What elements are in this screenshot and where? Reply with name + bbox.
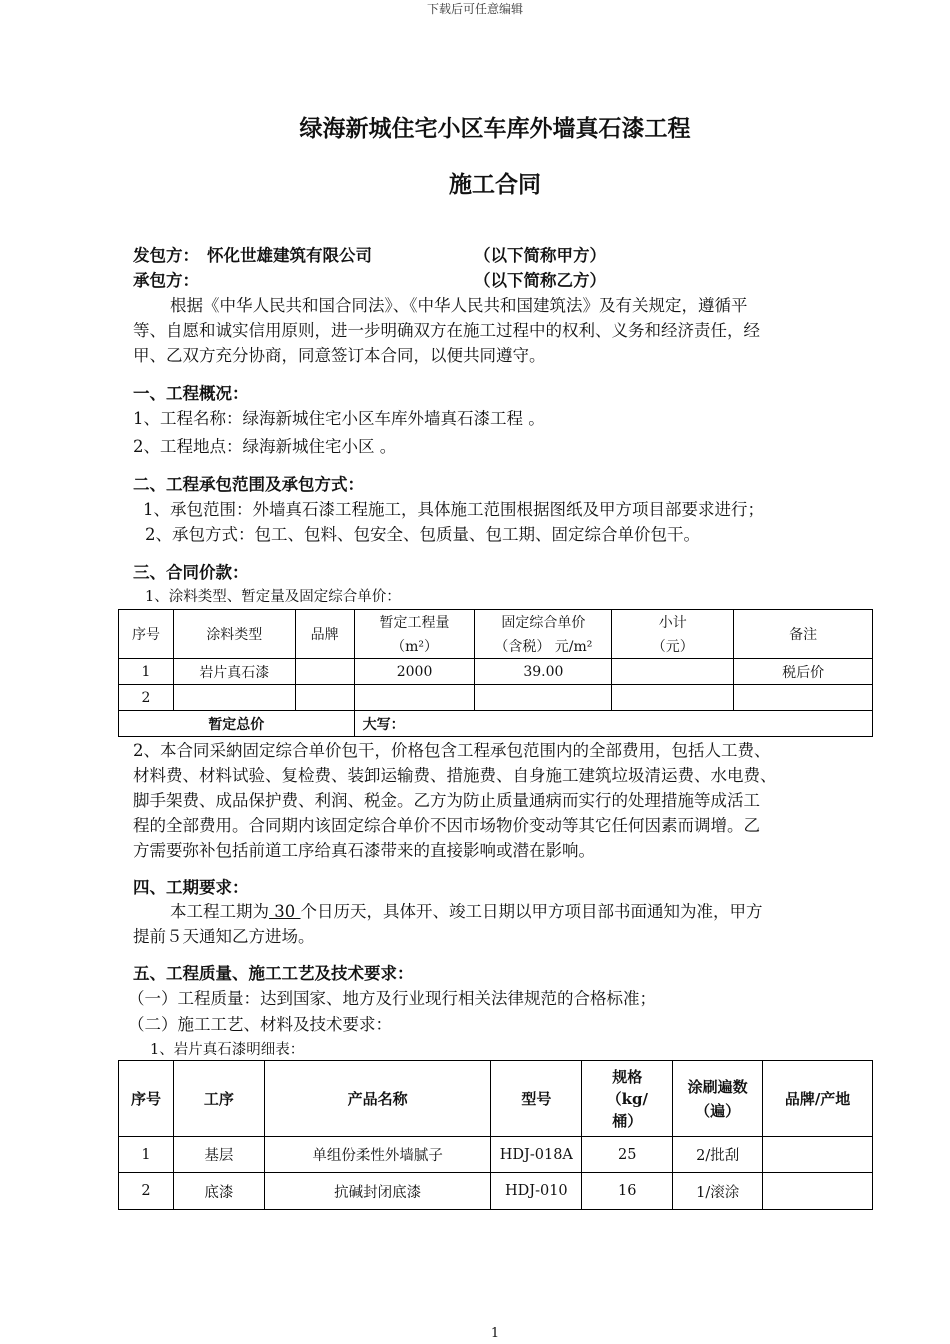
cell-seq: 2: [119, 685, 174, 711]
cell-type: [173, 685, 295, 711]
section-2-heading: 二、工程承包范围及承包方式：: [133, 475, 364, 494]
header-quantity-l1: 暂定工程量: [379, 615, 450, 631]
header-spec: [582, 1061, 673, 1137]
page-number: 1: [490, 1326, 500, 1341]
cell-brand: [295, 685, 354, 711]
party-a-label: 发包方：: [133, 246, 199, 265]
price-table: [118, 609, 873, 737]
cell-model: HDJ-010: [491, 1173, 582, 1210]
quality-requirement: （一）工程质量：达到国家、地方及行业现行相关法律规范的合格标准；: [128, 989, 656, 1008]
cell-brand: [763, 1173, 873, 1210]
section-3-heading: 三、合同价款：: [133, 563, 249, 582]
header-subtotal-l2: （元）: [651, 639, 694, 655]
price-terms-line: 2、本合同采納固定综合单价包干，价格包含工程承包范围内的全部费用，包括人工费、: [133, 741, 771, 760]
cell-seq: 2: [119, 1173, 174, 1210]
cell-product: 抗碱封闭底漆: [264, 1173, 491, 1210]
header-brand: 品牌: [295, 610, 354, 659]
table-row: [119, 659, 873, 685]
contract-title: 绿海新城住宅小区车库外墙真石漆工程: [299, 115, 691, 142]
header-brand-origin: 品牌/产地: [763, 1061, 873, 1137]
header-quantity: [354, 610, 475, 659]
party-a-name: 怀化世雄建筑有限公司: [207, 246, 372, 265]
party-b-short: （以下简称乙方）: [474, 271, 606, 290]
process-requirement: （二）施工工艺、材料及技术要求：: [128, 1015, 392, 1034]
header-subtotal-l1: 小计: [658, 615, 687, 631]
section-5-heading: 五、工程质量、施工工艺及技术要求：: [133, 964, 414, 983]
cell-coats: 2/批刮: [673, 1137, 763, 1173]
header-unit-price: [475, 610, 612, 659]
project-location: 2、工程地点：绿海新城住宅小区 。: [133, 437, 397, 456]
project-name: 1、工程名称：绿海新城住宅小区车库外墙真石漆工程 。: [133, 409, 545, 428]
cell-remark: [734, 685, 873, 711]
schedule-text-cont: 个日历天，具体开、竣工日期以甲方项目部书面通知为准，甲方: [300, 902, 763, 921]
table-row: [119, 1173, 873, 1210]
header-unit-price-l2: （含税） 元/m²: [494, 639, 593, 655]
header-seq: 序号: [119, 610, 174, 659]
schedule-line-1: [170, 900, 763, 924]
intro-line-3: 甲、乙双方充分协商，同意签订本合同，以便共同遵守。: [133, 346, 546, 365]
material-table-caption: 1、岩片真石漆明细表：: [150, 1042, 305, 1058]
cell-brand: [763, 1137, 873, 1173]
cell-price: 39.00: [475, 659, 612, 685]
header-model: 型号: [491, 1061, 582, 1137]
table-row: [119, 685, 873, 711]
header-process: 工序: [173, 1061, 264, 1137]
daxie-label: 大写：: [354, 711, 872, 737]
header-subtotal: [612, 610, 734, 659]
intro-line-2: 等、自愿和诚实信用原则，进一步明确双方在施工过程中的权利、义务和经济责任，经: [133, 321, 760, 340]
section-1-heading: 一、工程概况：: [133, 384, 249, 403]
price-table-header: [119, 610, 873, 659]
contract-method: 2、承包方式：包工、包料、包安全、包质量、包工期、固定综合单价包干。: [145, 525, 700, 544]
cell-brand: [295, 659, 354, 685]
material-table: [118, 1060, 873, 1210]
cell-remark: 税后价: [734, 659, 873, 685]
cell-process: 基层: [173, 1137, 264, 1173]
header-coats-l1: 涂刷遍数: [687, 1077, 748, 1096]
schedule-line-2: 提前５天通知乙方进场。: [133, 927, 315, 946]
header-remark: 备注: [734, 610, 873, 659]
cell-seq: 1: [119, 659, 174, 685]
header-product: 产品名称: [264, 1061, 491, 1137]
header-coats-l2: （遍）: [695, 1101, 741, 1120]
header-spec-l2: （kg/: [606, 1089, 648, 1108]
header-note: 下载后可任意编辑: [426, 2, 523, 16]
table-row: [119, 1137, 873, 1173]
cell-seq: 1: [119, 1137, 174, 1173]
contract-scope: 1、承包范围：外墙真石漆工程施工，具体施工范围根据图纸及甲方项目部要求进行；: [143, 500, 764, 519]
cell-quantity: [354, 685, 475, 711]
price-terms-line: 材料费、材料试验、复检费、装卸运输费、措施费、自身施工建筑垃圾清运费、水电费、: [133, 766, 777, 785]
cell-type: 岩片真石漆: [173, 659, 295, 685]
cell-coats: 1/滚涂: [673, 1173, 763, 1210]
cell-quantity: 2000: [354, 659, 475, 685]
material-table-header: [119, 1061, 873, 1137]
header-quantity-l2: （m²）: [391, 639, 438, 655]
price-terms-line: 程的全部费用。合同期内该固定综合单价不因市场物价变动等其它任何因素而调增。乙: [133, 816, 760, 835]
schedule-days: 30: [269, 902, 301, 921]
price-terms-line: 脚手架费、成品保护费、利润、税金。乙方为防止质量通病而实行的处理措施等成活工: [133, 791, 760, 810]
header-coats: [673, 1061, 763, 1137]
total-label: 暂定总价: [119, 711, 355, 737]
cell-subtotal: [612, 659, 734, 685]
party-b-label: 承包方：: [133, 271, 199, 290]
cell-model: HDJ-018A: [491, 1137, 582, 1173]
intro-line-1: 根据《中华人民共和国合同法》、《中华人民共和国建筑法》及有关规定，遵循平: [170, 296, 748, 315]
cell-price: [475, 685, 612, 711]
cell-subtotal: [612, 685, 734, 711]
header-coating-type: 涂料类型: [173, 610, 295, 659]
price-terms-line: 方需要弥补包括前道工序给真石漆带来的直接影响或潜在影响。: [133, 841, 595, 860]
price-terms: [133, 738, 777, 863]
cell-process: 底漆: [173, 1173, 264, 1210]
header-spec-l3: 桶）: [612, 1111, 643, 1130]
cell-spec: 16: [582, 1173, 673, 1210]
cell-product: 单组份柔性外墙腻子: [264, 1137, 491, 1173]
price-table-total-row: [119, 711, 873, 737]
section-4-heading: 四、工期要求：: [133, 878, 249, 897]
header-spec-l1: 规格: [612, 1067, 643, 1086]
header-seq: 序号: [119, 1061, 174, 1137]
cell-spec: 25: [582, 1137, 673, 1173]
price-table-caption: 1、涂料类型、暂定量及固定综合单价：: [145, 589, 401, 605]
header-unit-price-l1: 固定综合单价: [501, 615, 586, 631]
party-a-short: （以下简称甲方）: [474, 246, 606, 265]
schedule-text: 本工程工期为: [170, 902, 269, 921]
contract-subtitle: 施工合同: [449, 171, 541, 198]
